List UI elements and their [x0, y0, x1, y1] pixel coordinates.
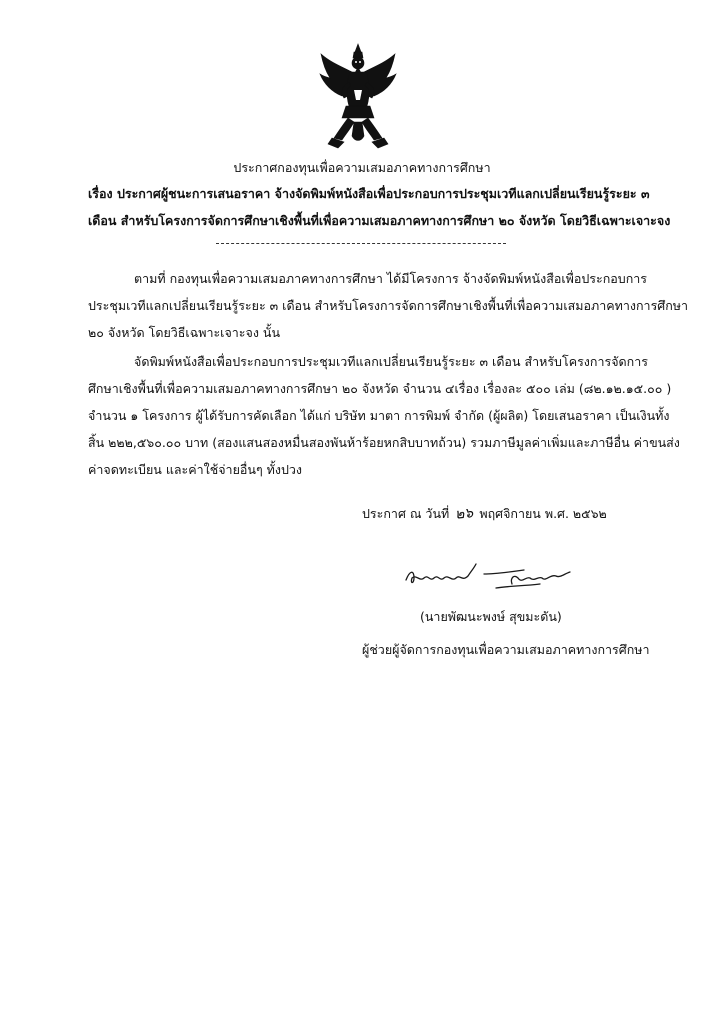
- paragraph-2-line-2: ศึกษาเชิงพื้นที่เพื่อความเสมอภาคทางการศึกษา ๒๐ จังหวัด จำนวน ๔เรื่อง เรื่องละ ๕๐๐ เล่ม (๘๒.๑๒.๑๕.๐๐ ): [88, 381, 672, 396]
- paragraph-1-line-3: ๒๐ จังหวัด โดยวิธีเฉพาะเจาะจง นั้น: [88, 325, 281, 340]
- paragraph-2-line-3: จำนวน ๑ โครงการ ผู้ได้รับการคัดเลือก ได้แก่ บริษัท มาตา การพิมพ์ จำกัด (ผู้ผลิต) โดยเสนอราคา เป็นเงินทั้ง: [88, 408, 670, 423]
- paragraph-1-line-2: ประชุมเวทีแลกเปลี่ยนเรียนรู้ระยะ ๓ เดือน สำหรับโครงการจัดการศึกษาเชิงพื้นที่เพื่อความเสมอภาคทางการศึกษา: [88, 298, 689, 313]
- divider-line: [216, 243, 506, 244]
- garuda-emblem-icon: [318, 42, 398, 152]
- date-suffix: พฤศจิกายน พ.ศ. ๒๕๖๒: [479, 506, 607, 521]
- paragraph-2-line-4: สิ้น ๒๒๒,๕๖๐.๐๐ บาท (สองแสนสองหมื่นสองพันห้าร้อยหกสิบบาทถ้วน) รวมภาษีมูลค่าเพิ่มและภาษีอื่น ค่าขนส่ง: [88, 435, 680, 450]
- announcement-title: ประกาศกองทุนเพื่อความเสมอภาคทางการศึกษา: [233, 160, 491, 175]
- paragraph-2-line-1: จัดพิมพ์หนังสือเพื่อประกอบการประชุมเวทีแลกเปลี่ยนเรียนรู้ระยะ ๓ เดือน สำหรับโครงการจัดการ: [134, 354, 648, 369]
- announcement-subject-line-2: เดือน สำหรับโครงการจัดการศึกษาเชิงพื้นที่เพื่อความเสมอภาคทางการศึกษา ๒๐ จังหวัด โดยวิธีเฉพาะเจาะจง: [88, 213, 671, 228]
- announcement-date: [362, 503, 607, 525]
- signer-position: ผู้ช่วยผู้จัดการกองทุนเพื่อความเสมอภาคทางการศึกษา: [362, 642, 650, 657]
- announcement-subject-line-1: เรื่อง ประกาศผู้ชนะการเสนอราคา จ้างจัดพิมพ์หนังสือเพื่อประกอบการประชุมเวทีแลกเปลี่ยนเรียนรู้ระยะ ๓: [88, 186, 650, 201]
- date-day-handwritten: ๒๖: [454, 505, 475, 523]
- signer-name: (นายพัฒนะพงษ์ สุขมะดัน): [420, 609, 562, 624]
- paragraph-2-line-5: ค่าจดทะเบียน และค่าใช้จ่ายอื่นๆ ทั้งปวง: [88, 462, 303, 477]
- date-prefix: ประกาศ ณ วันที่: [362, 506, 450, 521]
- handwritten-signature-icon: [400, 560, 580, 594]
- paragraph-1-line-1: ตามที่ กองทุนเพื่อความเสมอภาคทางการศึกษา ได้มีโครงการ จ้างจัดพิมพ์หนังสือเพื่อประกอบการ: [134, 271, 648, 286]
